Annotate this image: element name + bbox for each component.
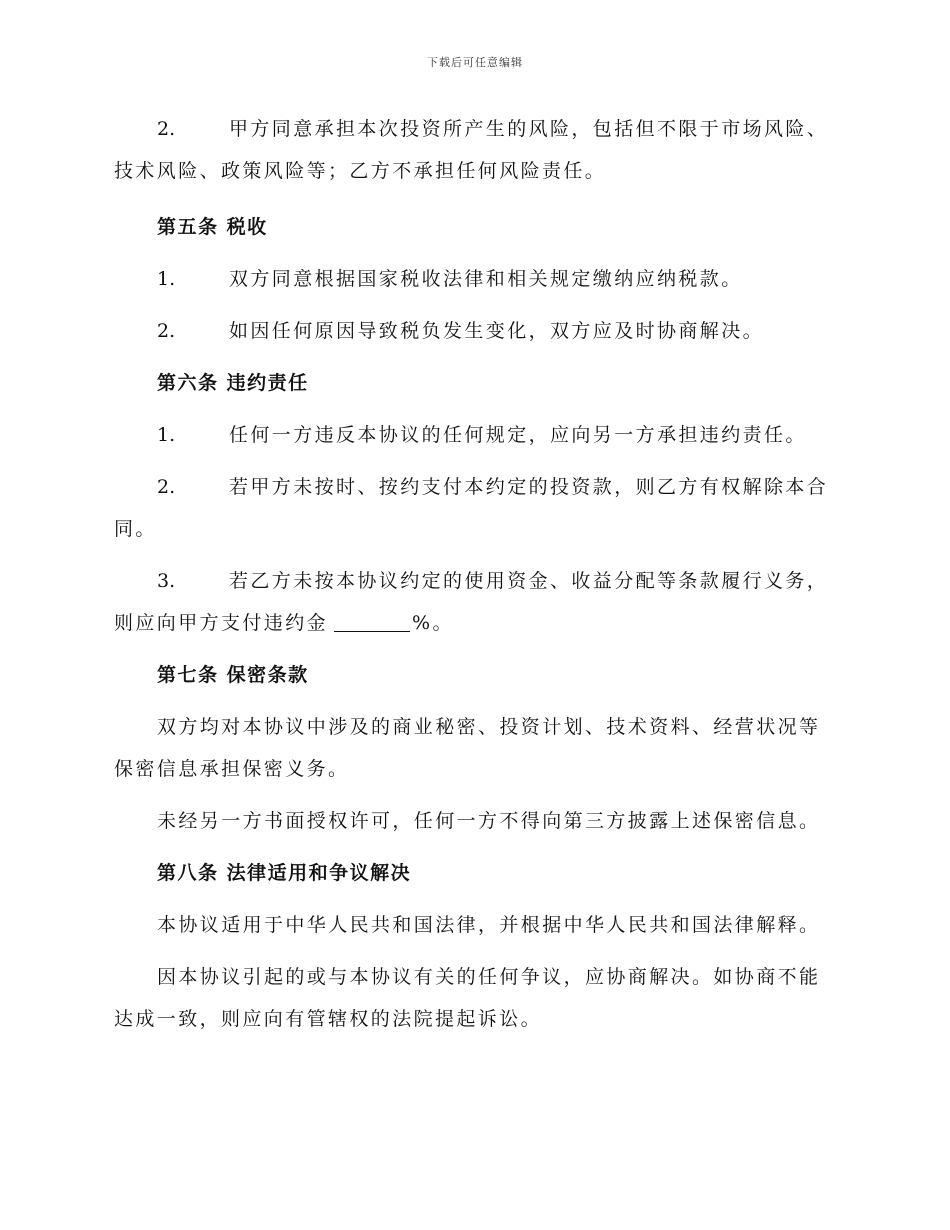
- penalty-blank: [334, 613, 410, 632]
- document-body: [114, 108, 834, 1040]
- item-number: 2.: [157, 476, 176, 498]
- paragraph: 未经另一方书面授权许可，任何一方不得向第三方披露上述保密信息。: [157, 810, 821, 832]
- item-text: 甲方同意承担本次投资所产生的风险，包括但不限于市场风险、技术风险、政策风险等；乙方不承担任何风险责任。: [114, 118, 829, 182]
- item-text: 若乙方未按本协议约定的使用资金、收益分配等条款履行义务，则应向甲方支付违约金: [114, 570, 829, 634]
- clause-item: [114, 466, 834, 550]
- paragraph: 本协议适用于中华人民共和国法律，并根据中华人民共和国法律解释。: [157, 914, 821, 936]
- paragraph: 因本协议引起的或与本协议有关的任何争议，应协商解决。如协商不能达成一致，则应向有管辖权的法院提起诉讼。: [114, 966, 821, 1030]
- section-heading-8: 第八条 法律适用和争议解决: [157, 862, 412, 884]
- item-number: 2.: [157, 320, 176, 342]
- clause-item: [114, 414, 834, 456]
- item-number: 1.: [157, 424, 176, 446]
- page-header: 下载后可任意编辑: [427, 56, 523, 69]
- clause-item: [114, 258, 834, 300]
- paragraph: 双方均对本协议中涉及的商业秘密、投资计划、技术资料、经营状况等保密信息承担保密义务。: [114, 716, 821, 780]
- clause-item: [114, 560, 834, 644]
- section-heading-5: 第五条 税收: [157, 216, 268, 238]
- item-text-suffix: %。: [412, 612, 454, 634]
- clause-item: [114, 108, 834, 192]
- clause-item: [114, 310, 834, 352]
- item-text: 如因任何原因导致税负发生变化，双方应及时协商解决。: [229, 320, 765, 342]
- item-number: 3.: [157, 570, 176, 592]
- item-text: 若甲方未按时、按约支付本约定的投资款，则乙方有权解除本合同。: [114, 476, 829, 540]
- section-heading-7: 第七条 保密条款: [157, 664, 309, 686]
- item-number: 1.: [157, 268, 176, 290]
- item-text: 双方同意根据国家税收法律和相关规定缴纳应纳税款。: [229, 268, 743, 290]
- item-number: 2.: [157, 118, 176, 140]
- section-heading-6: 第六条 违约责任: [157, 372, 309, 394]
- item-text: 任何一方违反本协议的任何规定，应向另一方承担违约责任。: [229, 424, 807, 446]
